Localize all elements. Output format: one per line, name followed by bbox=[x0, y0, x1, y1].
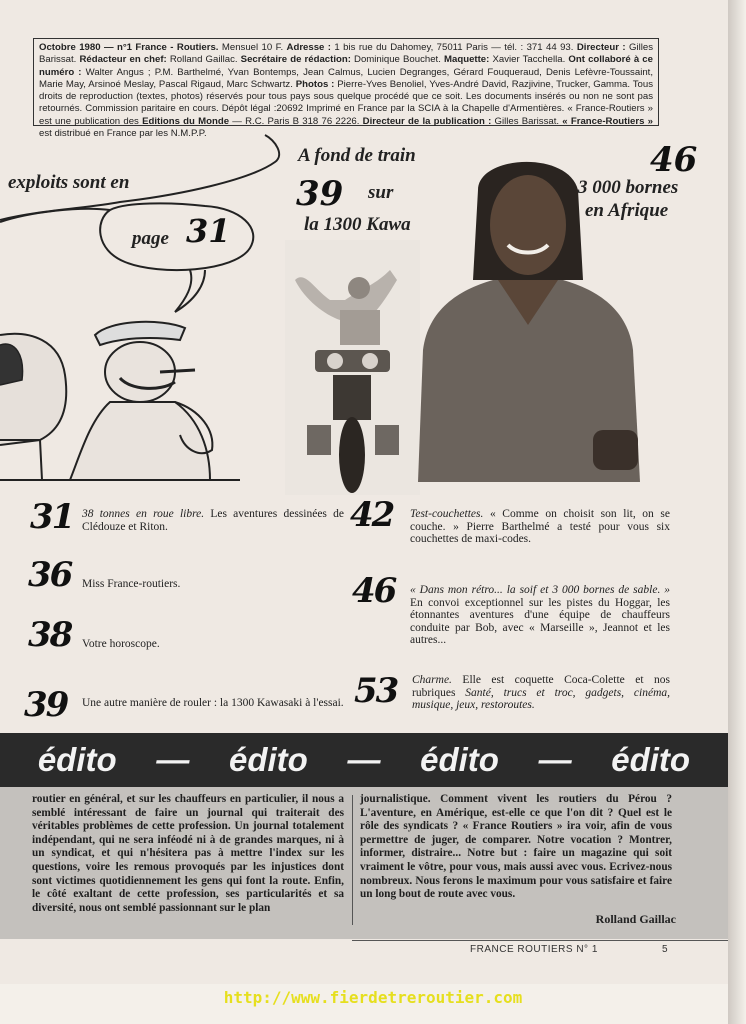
masthead-box: Octobre 1980 — n°1 France - Routiers. Mensuel 10 F. Adresse : 1 bis rue du Dahomey, 75011 Paris — tél. : 371 44 93. Directeur : Gilles Barissat. Rédacteur en chef: Rolland Gaillac. Secrétaire de rédaction: Dominique Bouchet. Maquette: Xavier Tacchella. Ont collaboré à ce numéro : Walter Angus ; P.M. Barthelmé, Yvan Bontemps, Jean Calmus, Lucien Degranges, Gérard Fouqueraud, Denis Lefèvre-Toussaint, Marie May, Arsinoé Meslay, Pascal Rigaud, Marc Schwartz. Photos : Pierre-Yves Benoliel, Yves-André David, Razjivine, Trucker, Gamma. Tous droits de reproduction (textes, photos) réservés pour tous pays sous quelque procédé que ce soit. Les documents insérés ou non ne sont pas retournés. Commission paritaire en cours. Dépôt légal :20692 Imprimé en France par la SCIA à la Chapelle d'Armentières. « France-Routiers » est une publication des Editions du Monde — R.C. Paris B 318 76 2226. Directeur de la publication : Gilles Barissat. « France-Routiers » est distribué en France par les N.M.P.P. bbox=[33, 38, 659, 126]
edito-column-1: routier en général, et sur les chauffeurs en particulier, il nous a semblé intéressant de faire un journal qui traiterait des véritables problèmes de cette profession. Un journal totalement indépendant, qui ne sera inféodé ni à de grandes marques, ni à un syndicat, et qui n'hésitera pas à mettre l'index sur les questions, voire les remous provoqués par les injustices dont sont victimes quotidiennement les gens qui font la route. Enfin, le côté exaltant de cette profession, ses particularités et sa diversité, nous ont semblé passionnant sur le plan bbox=[32, 793, 344, 914]
afrique-headline-1: 3 000 bornes bbox=[578, 177, 679, 198]
toc-text: 38 tonnes en roue libre. Les aventures dessinées de Clédouze et Riton. bbox=[82, 508, 344, 533]
moto-subheadline: la 1300 Kawa bbox=[304, 214, 411, 235]
moto-sur: sur bbox=[368, 182, 394, 203]
toc-number: 38 bbox=[28, 615, 72, 655]
portrait-photo bbox=[418, 150, 640, 482]
footer-title: FRANCE ROUTIERS N° 1 bbox=[470, 944, 598, 955]
footer-rule bbox=[352, 940, 728, 941]
edito-banner: édito — édito — édito — édito bbox=[0, 733, 728, 787]
toc-text: Charme. Elle est coquette Coca-Colette et nos rubriques Santé, trucs et troc, gadgets, cinéma, musique, jeux, restoroutes. bbox=[412, 674, 670, 711]
toc-number: 31 bbox=[30, 497, 74, 537]
toc-text: « Dans mon rétro... la soif et 3 000 bornes de sable. » En convoi exceptionnel sur les pistes du Hoggar, les étonnantes aventures d'une équipe de chauffeurs conduite par Bob, avec « Marseille », Jeannot et les autres... bbox=[410, 584, 670, 646]
page-number: 5 bbox=[662, 944, 668, 955]
cover-illustrations bbox=[0, 140, 728, 490]
moto-page-number: 39 bbox=[296, 174, 344, 214]
afrique-headline-2: en Afrique bbox=[585, 200, 669, 221]
bubble-page-number: 31 bbox=[186, 212, 231, 250]
column-divider bbox=[352, 795, 353, 925]
edito-column-2: journalistique. Comment vivent les routiers du Pérou ? L'aventure, en Amérique, est-elle ce que l'on dit ? Quel est le rôle des syndicats ? « France Routiers » ira voir, afin de vous permettre de juger, de comparer. Notre vocation ? Montrer, informer, distraire... Notre but : faire un magazine qui soit vraiment le vôtre, pour vous, mais aussi avec vous. Ecrivez-nous nombreux. Nous ferons le maximum pour vous satisfaire et faire un long bout de route avec vous. bbox=[360, 793, 672, 901]
edito-signature: Rolland Gaillac bbox=[595, 912, 676, 926]
toc-text: Une autre manière de rouler : la 1300 Kawasaki à l'essai. bbox=[82, 697, 344, 709]
toc-number: 42 bbox=[350, 495, 394, 535]
page-edge bbox=[728, 0, 746, 1024]
moto-headline: A fond de train bbox=[298, 145, 416, 166]
issue-info: Octobre 1980 — n°1 France - Routiers. bbox=[39, 42, 219, 53]
toc-number: 46 bbox=[352, 571, 396, 611]
toc-text: Miss France-routiers. bbox=[82, 578, 181, 590]
toc-number: 53 bbox=[354, 671, 398, 711]
afrique-page-number: 46 bbox=[650, 140, 698, 180]
watermark-url: http://www.fierdetreroutier.com bbox=[223, 988, 523, 1007]
toc-text: Votre horoscope. bbox=[82, 638, 160, 650]
toc-number: 39 bbox=[24, 685, 68, 725]
bubble-page-label: page bbox=[132, 228, 169, 249]
toc-number: 36 bbox=[28, 555, 72, 595]
bubble-text: exploits sont en bbox=[8, 172, 130, 193]
motorcycle-photo bbox=[285, 240, 420, 495]
edito-body bbox=[0, 787, 728, 939]
toc-text: Test-couchettes. « Comme on choisit son lit, on se couche. » Pierre Barthelmé a testé pour vous six couchettes de maxi-codes. bbox=[410, 508, 670, 545]
